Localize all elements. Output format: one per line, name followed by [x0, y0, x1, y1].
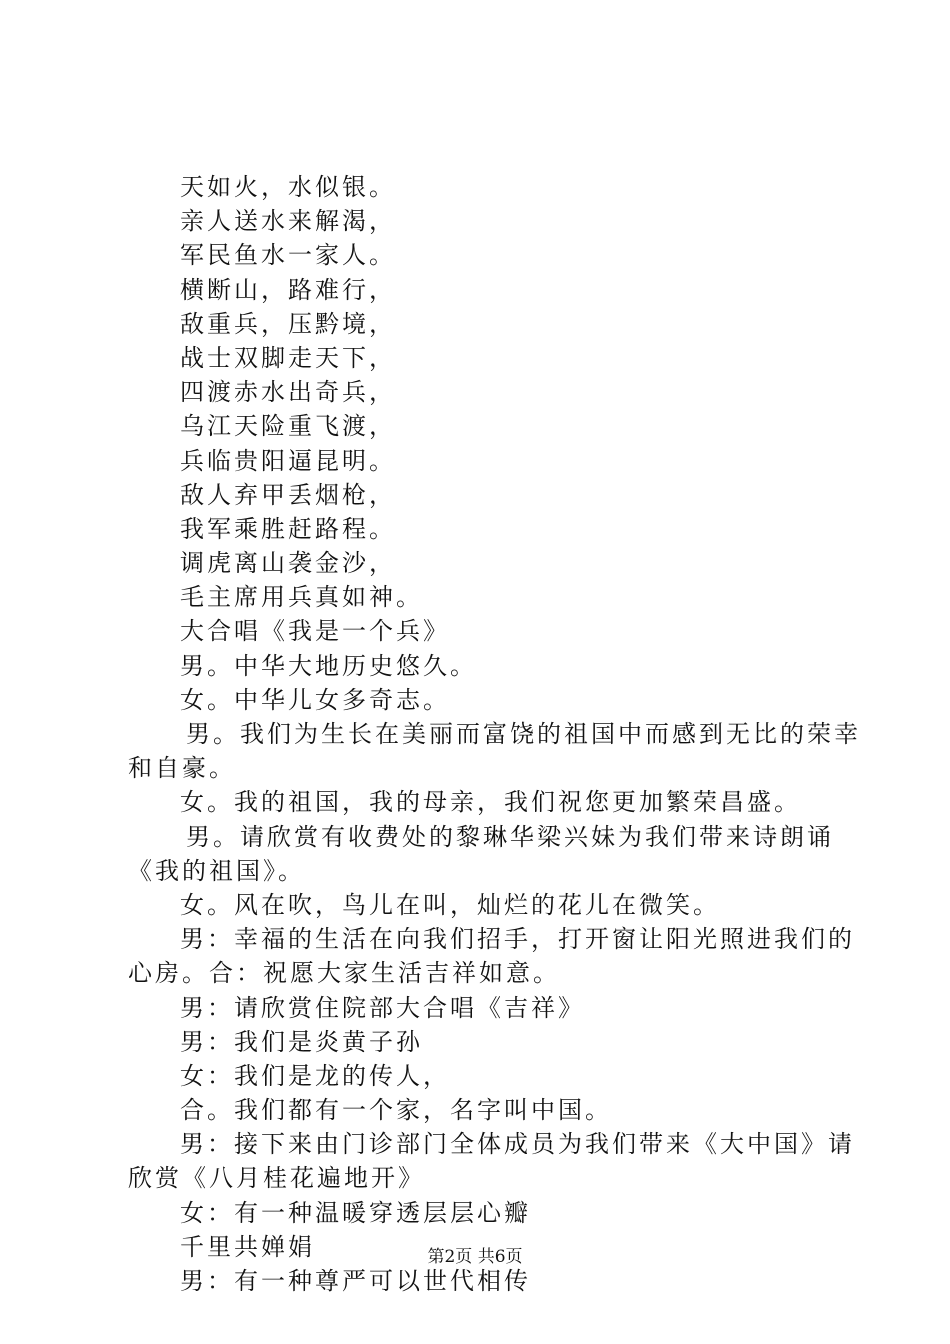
text-line: 女：有一种温暖穿透层层心瓣 [180, 1198, 531, 1227]
text-line: 亲人送水来解渴， [180, 207, 396, 236]
text-line: 心房。合：祝愿大家生活吉祥如意。 [128, 959, 560, 988]
text-line: 战士双脚走天下， [180, 343, 396, 372]
text-line: 乌江天险重飞渡， [180, 412, 396, 441]
text-line: 男。请欣赏有收费处的黎琳华梁兴妹为我们带来诗朗诵 [186, 822, 834, 851]
text-line: 男。我们为生长在美丽而富饶的祖国中而感到无比的荣幸 [186, 720, 861, 748]
text-line: 男：我们是炎黄子孙 [180, 1027, 423, 1056]
text-line: 千里共婵娟 [180, 1232, 315, 1261]
text-line: 我军乘胜赶路程。 [180, 514, 396, 543]
text-line: 女。中华儿女多奇志。 [180, 685, 450, 714]
text-line: 和自豪。 [128, 754, 236, 783]
text-line: 女。风在吹，鸟儿在叫，灿烂的花儿在微笑。 [180, 890, 720, 919]
text-line: 敌重兵，压黔境， [180, 309, 396, 338]
text-line: 男：幸福的生活在向我们招手，打开窗让阳光照进我们的 [180, 925, 855, 954]
page-number-footer: 第2页 共6页 [427, 1247, 523, 1267]
text-line: 《我的祖国》。 [128, 856, 305, 885]
text-line: 敌人弃甲丢烟枪， [180, 480, 396, 509]
text-line: 合。我们都有一个家，名字叫中国。 [180, 1096, 612, 1125]
text-line: 女：我们是龙的传人， [180, 1061, 450, 1090]
text-line: 横断山，路难行， [180, 275, 396, 304]
text-line: 男。中华大地历史悠久。 [180, 651, 477, 680]
text-line: 兵临贵阳逼昆明。 [180, 446, 396, 475]
text-line: 欣赏《八月桂花遍地开》 [128, 1164, 425, 1193]
text-line: 天如火，水似银。 [180, 173, 396, 201]
text-line: 女。我的祖国，我的母亲，我们祝您更加繁荣昌盛。 [180, 788, 801, 817]
text-line: 军民鱼水一家人。 [180, 241, 396, 270]
text-line: 调虎离山袭金沙， [180, 549, 396, 578]
text-line: 毛主席用兵真如神。 [180, 583, 423, 612]
text-line: 男：请欣赏住院部大合唱《吉祥》 [180, 993, 585, 1022]
text-line: 男：接下来由门诊部门全体成员为我们带来《大中国》请 [180, 1130, 855, 1159]
text-line: 四渡赤水出奇兵， [180, 378, 396, 407]
document-body [128, 170, 861, 1298]
text-line: 大合唱《我是一个兵》 [180, 617, 450, 646]
text-line: 男：有一种尊严可以世代相传 [180, 1267, 531, 1295]
